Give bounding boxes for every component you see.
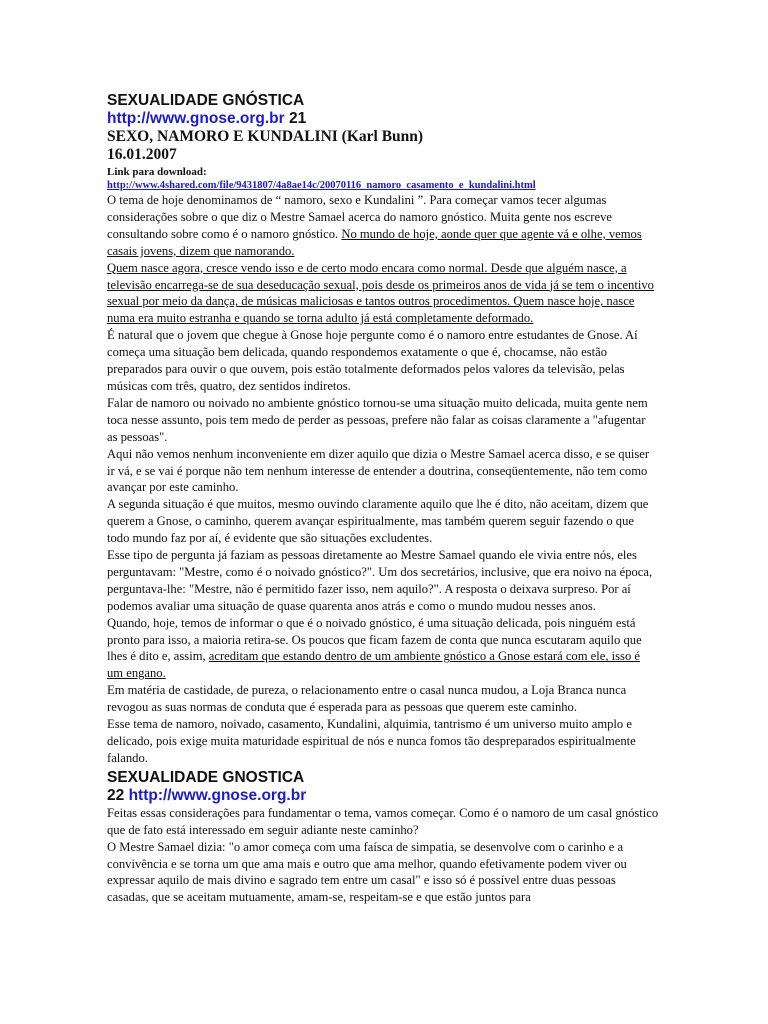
section-header-title: SEXUALIDADE GNOSTICA [107,768,305,786]
paragraph-6: A segunda situação é que muitos, mesmo ouvindo claramente aquilo que lhe é dito, não aceitam, dizem que querem a Gnose, o caminho, querem avançar espiritualmente, mas também querem seguir fazendo o que todo mundo faz por aí, é evidente que são situações excludentes. [107,497,649,546]
section-header-line [107,787,659,805]
paragraph-3: É natural que o jovem que chegue à Gnose hoje pergunte como é o namoro entre estudantes de Gnose. Aí começa uma situação bem delicada, quando respondemos exatamente o que é, chocamse, não estão preparados para ouvir o que ouvem, pois estão totalmente deformados pelos valores da televisão, pelas músicas com três, quatro, dez sentidos indiretos. [107,328,638,393]
page-number: 21 [288,110,307,127]
paragraph-11: Feitas essas considerações para fundamentar o tema, vamos começar. Como é o namoro de um casal gnóstico que de fato está interessado em seguir adiante neste caminho? [107,805,659,837]
article-date: 16.01.2007 [107,146,177,163]
download-label: Link para download: [107,166,207,178]
paragraph-1-underlined: No mundo de hoje, aonde quer que agente vá e olhe, vemos casais jovens, dizem que namorando. [107,226,642,258]
paragraph-8-text: Quando, hoje, temos de informar o que é o noivado gnóstico, é uma situação delicada, pois ninguém está pronto para isso, a maioria retira-se. Os poucos que ficam fazem de conta que nunca escutaram aquilo que lhes é dito e, assim, [107,615,642,664]
page-header-line [107,110,659,128]
paragraph-8-underlined: acreditam que estando dentro de um ambiente gnóstico a Gnose estará com ele, isso é um engano. [107,649,640,681]
site-link-2[interactable]: http://www.gnose.org.br [128,786,307,804]
paragraph-2: Quem nasce agora, cresce vendo isso e de certo modo encara como normal. Desde que alguém nasce, a televisão encarrega-se de sua deseducação sexual, pois desde os primeiros anos de vida já se tem o incentivo sexual por meio da dança, de músicas maliciosas e tantos outros procedimentos. Quem nasce hoje, nasce numa era muito estranha e quando se torna adulto já está completamente deformado. [107,260,654,326]
title-text: SEXUALIDADE GNÓSTICA [107,92,305,109]
paragraph-12: O Mestre Samael dizia: "o amor começa com uma faísca de simpatia, se desenvolve com o carinho e a convivência e se torna um que ama mais e outro que ama melhor, quando efetivamente podem viver ou expressar aquilo de mais divino e sagrado tem entre um casal" e isso só é possível entre duas pessoas casadas, que se aceitam mutuamente, amam-se, respeitam-se e que estão juntos para [107,839,627,905]
paragraph-1-text: O tema de hoje denominamos de “ namoro, sexo e Kundalini ”. Para começar vamos tecer algumas considerações sobre o que diz o Mestre Samael acerca do namoro gnóstico. Muita gente nos escreve consultando sobre como é o namoro gnóstico. [107,193,612,241]
paragraph-9: Em matéria de castidade, de pureza, o relacionamento entre o casal nunca mudou, a Loja Branca nunca revogou as suas normas de conduta que é esperada para as pessoas que querem este caminho. [107,683,627,715]
paragraph-8 [107,615,659,683]
download-link[interactable]: http://www.4shared.com/file/9431807/4a8ae14c/20070116_namoro_casamento_e_kundalini.html [107,180,536,191]
paragraph-1 [107,192,659,260]
paragraph-10: Esse tema de namoro, noivado, casamento, Kundalini, alquimia, tantrismo é um universo muito amplo e delicado, pois exige muita maturidade espiritual de nós e nunca fomos tão despreparados espiritualmente falando. [107,717,636,765]
site-link[interactable]: http://www.gnose.org.br [107,110,285,127]
paragraph-5: Aqui não vemos nenhum inconveniente em dizer aquilo que dizia o Mestre Samael acerca disso, e se quiser ir vá, e se vai é porque não tem nenhum interesse de entender a doutrina, conseqüentemente, não tem como avançar por este caminho. [107,446,650,495]
page-number-2: 22 [107,786,125,804]
paragraph-7: Esse tipo de pergunta já faziam as pessoas diretamente ao Mestre Samael quando ele vivia entre nós, eles perguntavam: "Mestre, como é o noivado gnóstico?". Um dos secretários, inclusive, que era noivo na época, perguntava-lhe: "Mestre, não é permitido fazer isso, nem aquilo?". A resposta o deixava surpreso. Por aí podemos avaliar uma situação de quase quarenta anos atrás e como o mundo mudou nesses anos. [107,548,653,613]
paragraph-4: Falar de namoro ou noivado no ambiente gnóstico tornou-se uma situação muito delicada, muita gente nem toca nesse assunto, pois tem medo de perder as pessoas, prefere não falar as coisas claramente a "afugentar as pessoas". [107,395,648,444]
article-subtitle: SEXO, NAMORO E KUNDALINI (Karl Bunn) [107,128,424,145]
document-title [107,92,659,110]
document-body [107,92,659,906]
